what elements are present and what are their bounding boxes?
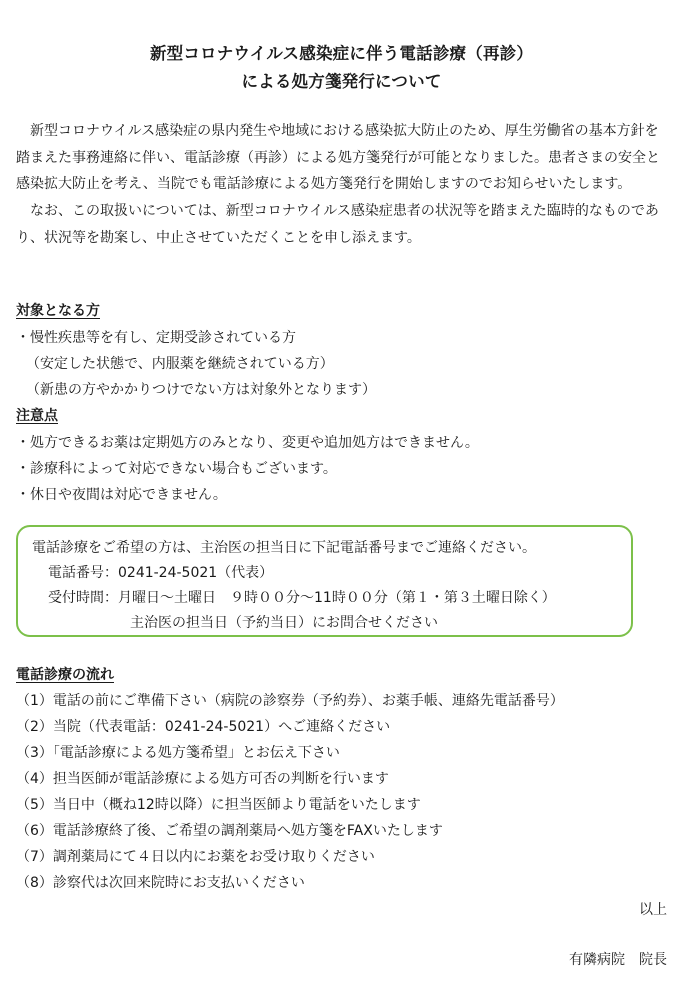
target-item: （新患の方やかかりつけでない方は対象外となります） [26,382,376,398]
target-item: （安定した状態で、内服薬を継続されている方） [26,356,334,372]
target-heading: 対象となる方 [16,303,100,319]
flow-step: （7）調剤薬局にて４日以内にお薬をお受け取りください [16,849,375,865]
target-item: ・慢性疾患等を有し、定期受診されている方 [16,330,296,346]
notes-heading: 注意点 [16,408,58,424]
notes-item: ・診療科によって対応できない場合もございます。 [16,461,337,477]
flow-step: （4）担当医師が電話診療による処方可否の判断を行います [16,771,389,787]
page-title: 新型コロナウイルス感染症に伴う電話診療（再診） [149,44,534,63]
flow-step: （8）診察代は次回来院時にお支払いください [16,875,305,891]
flow-heading: 電話診療の流れ [16,667,114,683]
flow-step: （6）電話診療終了後、ご希望の調剤薬局へ処方箋をFAXいたします [16,823,443,839]
contact-hours-note: 主治医の担当日（予約当日）にお問合せください [130,615,438,631]
signature: 有隣病院 院長 [569,952,667,968]
contact-intro: 電話診療をご希望の方は、主治医の担当日に下記電話番号までご連絡ください。 [32,540,536,556]
closing-ijou: 以上 [639,902,667,918]
flow-step: （5）当日中（概ね12時以降）に担当医師より電話をいたします [16,797,421,813]
notes-item: ・処方できるお薬は定期処方のみとなり、変更や追加処方はできません。 [16,435,479,451]
flow-step: （1）電話の前にご準備下さい（病院の診察券（予約券）、お薬手帳、連絡先電話番号） [16,693,564,709]
page-title-line2: による処方箋発行について [241,72,442,91]
intro-paragraph-1: 新型コロナウイルス感染症の県内発生や地域における感染拡大防止のため、厚生労働省の基本方針を踏まえた事務連絡に伴い、電話診療（再診）による処方箋発行が可能となりました。患者さまの安全と感染拡大防止を考え、当院でも電話診療による処方箋発行を開始しますのでお知らせいたします。 [16,123,660,193]
intro-text [16,118,666,252]
flow-step: （2）当院（代表電話：0241-24-5021）へご連絡ください [16,719,391,735]
contact-phone: 電話番号：0241-24-5021（代表） [48,565,274,581]
contact-hours: 受付時間：月曜日～土曜日 ９時００分～11時００分（第１・第３土曜日除く） [48,590,556,606]
intro-paragraph-2: なお、この取扱いについては、新型コロナウイルス感染症患者の状況等を踏まえた臨時的なものであり、状況等を勘案し、中止させていただくことを申し添えます。 [16,203,659,246]
flow-step: （3）「電話診療による処方箋希望」とお伝え下さい [16,745,340,761]
notes-item: ・休日や夜間は対応できません。 [16,487,227,503]
